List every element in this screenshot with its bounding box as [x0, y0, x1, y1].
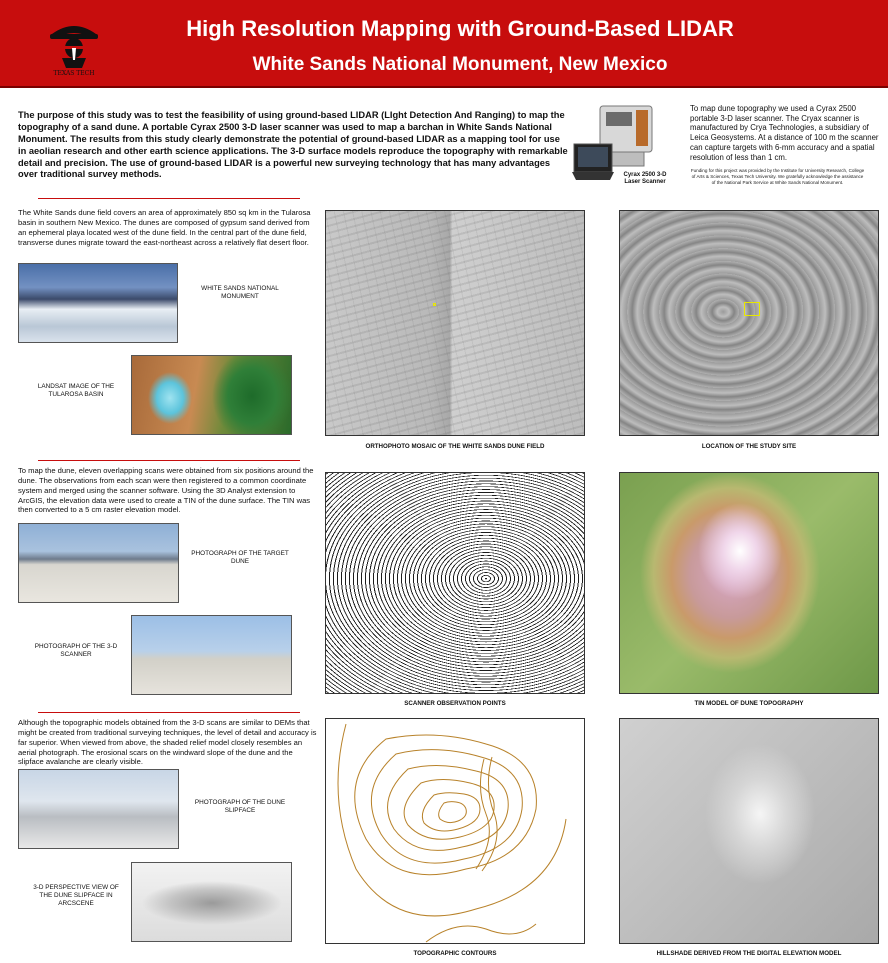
intro-paragraph: The purpose of this study was to test the feasibility of using ground-based LIDAR (LIght Detection And Ranging) to map the topography of a sand dune. A portable Cyrax 2500 3-D laser scanner was used to map a barchan in White Sands National Monument. The results from this study clearly demonstrate the potential of ground-based LIDAR as a mapping tool for use in aeolian research and other earth science applications. The 3-D surface models reproduce the topography with remarkable detail and precision. The use of ground-based LIDAR is a powerful new surveying technology that has many advantages over traditional survey methods. [18, 110, 568, 180]
section3-text: Although the topographic models obtained from the 3-D scans are similar to DEMs that might be created from traditional surveying techniques, the level of detail and accuracy is far superior. When viewed from above, the shaded relief model closely resembles an aerial photograph. The erosional scars on the windward slope of the dune and the slipface avalanche are clearly visible. [18, 718, 317, 767]
page-subtitle: White Sands National Monument, New Mexico [252, 54, 668, 75]
dune-slipface-photo [18, 769, 179, 849]
study-site-location-image [619, 210, 879, 436]
scanner-field-photo [131, 615, 292, 695]
scanner-observation-points [325, 472, 585, 694]
scanner-description: To map dune topography we used a Cyrax 2500 portable 3-D laser scanner. The Cryax scanner is manufactured by Crya Technologies, a subsidiary of Leica Geosystems. At a distance of 100 m the scanner can capture targets with 6-mm accuracy and a spatial resolution of less than 1 cm. [690, 104, 879, 162]
scanner-caption: Cyrax 2500 3-D Laser Scanner [623, 172, 667, 186]
header-banner [0, 0, 888, 88]
dune-slipface-caption: PHOTOGRAPH OF THE DUNE SLIPFACE [194, 799, 286, 814]
texas-tech-logo [42, 12, 106, 78]
observation-points-caption: SCANNER OBSERVATION POINTS [404, 700, 506, 707]
page-title: High Resolution Mapping with Ground-Based LIDAR [186, 16, 734, 41]
scanner-field-caption: PHOTOGRAPH OF THE 3-D SCANNER [34, 643, 118, 658]
section-divider [38, 198, 300, 199]
tin-model [619, 472, 879, 694]
section-divider [38, 460, 300, 461]
section2-text: To map the dune, eleven overlapping scans were obtained from six positions around the dune. The observations from each scan were then registered to a common coordinate system and merged using the scanner software. Using the 3D Analyst extension to ArcGIS, the elevation data were used to create a TIN of the dune surface. The TIN was then converted to a 5 cm raster elevation model. [18, 466, 314, 515]
target-dune-caption: PHOTOGRAPH OF THE TARGET DUNE [191, 550, 289, 565]
landsat-image [131, 355, 292, 435]
study-site-box [744, 302, 760, 316]
svg-text:TEXAS TECH: TEXAS TECH [53, 70, 95, 77]
hillshade-model [619, 718, 879, 944]
topographic-contours [325, 718, 585, 944]
white-sands-photo [18, 263, 178, 343]
arcscene-perspective-view [131, 862, 292, 942]
tin-model-caption: TIN MODEL OF DUNE TOPOGRAPHY [694, 700, 804, 707]
white-sands-caption: WHITE SANDS NATIONAL MONUMENT [201, 285, 279, 300]
funding-acknowledgement: Funding for this project was provided by the Institute for University Research, College of Arts & Sciences, Texas Tech University. We gratefully acknowledge the assistance of the National Park Service at White Sands National Monument. [690, 168, 865, 185]
hillshade-caption: HILLSHADE DERIVED FROM THE DIGITAL ELEVATION MODEL [656, 950, 842, 957]
section1-text: The White Sands dune field covers an area of approximately 850 sq km in the Tularosa basin in southern New Mexico. The dunes are composed of gypsum sand derived from an ephemeral playa located west of the dune field. In the central part of the dune field, transverse dunes migrate toward the east-northeast across a relatively flat desert floor. [18, 208, 311, 247]
landsat-caption: LANDSAT IMAGE OF THE TULAROSA BASIN [37, 383, 115, 398]
arcscene-caption: 3-D PERSPECTIVE VIEW OF THE DUNE SLIPFACE IN ARCSCENE [33, 884, 119, 907]
study-site-marker [433, 303, 436, 306]
target-dune-photo [18, 523, 179, 603]
contours-caption: TOPOGRAPHIC CONTOURS [413, 950, 497, 957]
location-caption: LOCATION OF THE STUDY SITE [701, 443, 797, 450]
section-divider [38, 712, 300, 713]
contour-lines [326, 719, 584, 943]
orthophoto-caption: ORTHOPHOTO MOSAIC OF THE WHITE SANDS DUNE FIELD [365, 443, 545, 450]
orthophoto-mosaic [325, 210, 585, 436]
